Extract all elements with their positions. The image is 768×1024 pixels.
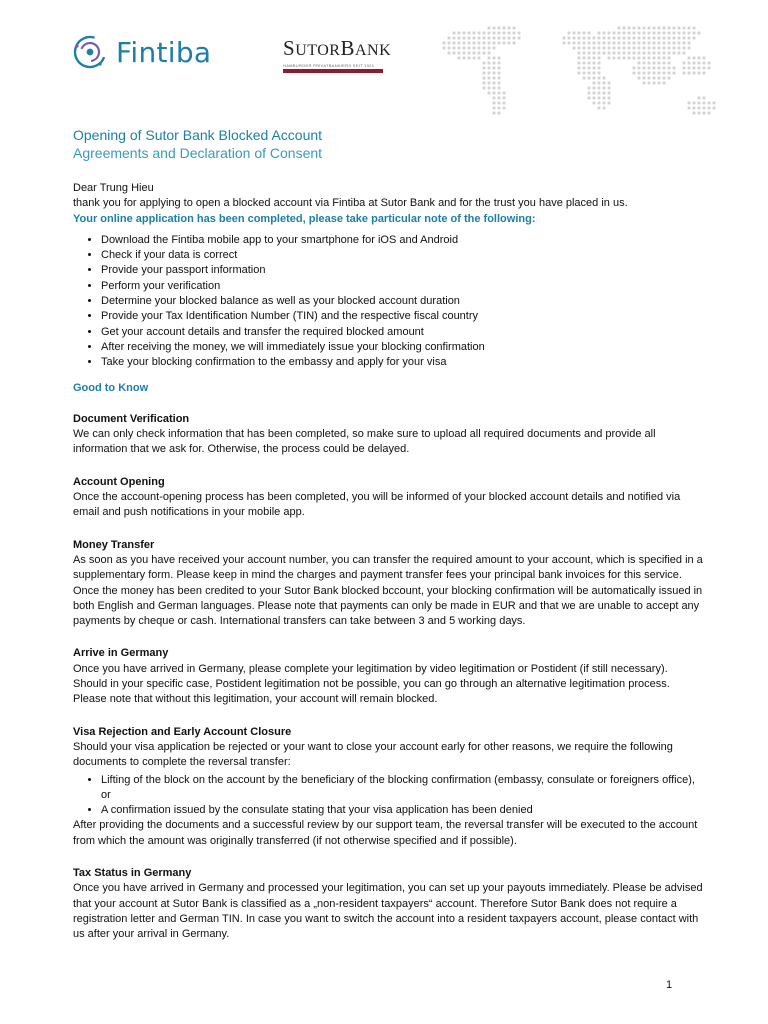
section-heading-document-verification: Document Verification: [73, 412, 190, 425]
sutor-bank-logo-wordmark: SUTORBANK: [283, 36, 392, 60]
section-body-tax-status: Once you have arrived in Germany and processed your legitimation, you can set up your payouts immediately. Please be advised that your account at Sutor Bank is classified as a „non-resident taxpayers“ account. Therefore Sutor Bank does not require a registration letter and German TIN. In case you want to switch the account into a resident taxpayers account, please contact with us after your arrival in Germany.: [73, 882, 703, 941]
section-body-arrive-in-germany: Once you have arrived in Germany, please complete your legitimation by video legitimation or Postident (if still necessary). Should in your specific case, Postident legitimation not be possible, you can go through an alternative legitimation process. Please note that without this legitimation, your account will remain blocked.: [73, 662, 670, 706]
intro-text: thank you for applying to open a blocked account via Fintiba at Sutor Bank and for the trust you have placed in us.: [73, 197, 628, 210]
list-item: • Provide your Tax Identification Number (TIN) and the respective fiscal country: [101, 309, 703, 324]
section-heading-visa-rejection: Visa Rejection and Early Account Closure: [73, 725, 292, 738]
fintiba-logo-icon: [72, 34, 108, 70]
section-body-document-verification: We can only check information that has been completed, so make sure to upload all required documents and provide all information that we ask for. Otherwise, the process could be delayed.: [73, 428, 656, 456]
fintiba-logo: [72, 34, 211, 70]
list-item: • Determine your blocked balance as well as your blocked account duration: [101, 294, 703, 309]
sutor-bank-logo: [283, 36, 392, 73]
section-body-money-transfer: As soon as you have received your account number, you can transfer the required amount to your account, which is specified in a supplementary form. Please keep in mind the charges and payment transfer fees your principal bank invoices for this service. Once the money has been credited to your Sutor Bank blocked bccount, your blocking confirmation will be automatically issued in both English and German languages. Please note that payments can only be made in EUR and that we are unable to accept any payments by cheque or cash. International transfers can take between 3 and 5 working days.: [73, 553, 703, 628]
page-subtitle: Agreements and Declaration of Consent: [73, 145, 323, 161]
section-heading-money-transfer: Money Transfer: [73, 538, 155, 551]
greeting: Dear Trung Hieu: [73, 182, 154, 194]
sutor-bank-tagline: HAMBURGER PRIVATBANKIERS SEIT 1921: [283, 63, 375, 68]
good-to-know-heading: Good to Know: [73, 381, 149, 394]
list-item: • A confirmation issued by the consulate stating that your visa application has been denied: [101, 803, 703, 818]
list-item: • Get your account details and transfer the required blocked amount: [101, 325, 703, 340]
list-item: • Download the Fintiba mobile app to your smartphone for iOS and Android: [101, 233, 703, 248]
page-number: 1: [666, 979, 673, 991]
fintiba-logo-wordmark: Fintiba: [116, 35, 212, 69]
list-item: • Provide your passport information: [101, 263, 703, 278]
section-body-account-opening: Once the account-opening process has been completed, you will be informed of your blocked account details and notified via email and push notifications in your mobile app.: [73, 491, 681, 519]
section-heading-tax-status: Tax Status in Germany: [73, 866, 192, 879]
title-block: [73, 127, 322, 163]
visa-documents-list: [73, 773, 703, 819]
list-item: • Take your blocking confirmation to the embassy and apply for your visa: [101, 355, 703, 370]
notice-text: Your online application has been completed, please take particular note of the following:: [73, 212, 536, 225]
section-after-visa-rejection: After providing the documents and a successful review by our support team, the reversal transfer will be executed to the account from which the amount was originally transferred (if not otherwise specified and if possible).: [73, 819, 698, 847]
section-body-visa-rejection: Should your visa application be rejected or your want to close your account early for other reasons, we require the following documents to complete the reversal transfer:: [73, 740, 673, 769]
steps-list: [73, 233, 703, 371]
list-item: • After receiving the money, we will immediately issue your blocking confirmation: [101, 340, 703, 355]
sutor-bank-logo-bar: [283, 69, 383, 73]
list-item: • Check if your data is correct: [101, 248, 703, 263]
page-title: Opening of Sutor Bank Blocked Account: [73, 127, 323, 143]
world-map-graphic: [440, 14, 736, 132]
section-heading-arrive-in-germany: Arrive in Germany: [73, 647, 169, 660]
section-heading-account-opening: Account Opening: [73, 475, 165, 488]
list-item: • Perform your verification: [101, 279, 703, 294]
letter-body: [73, 181, 703, 942]
list-item: • Lifting of the block on the account by the beneficiary of the blocking confirmation (embassy, consulate or foreigners office), or: [101, 773, 703, 804]
